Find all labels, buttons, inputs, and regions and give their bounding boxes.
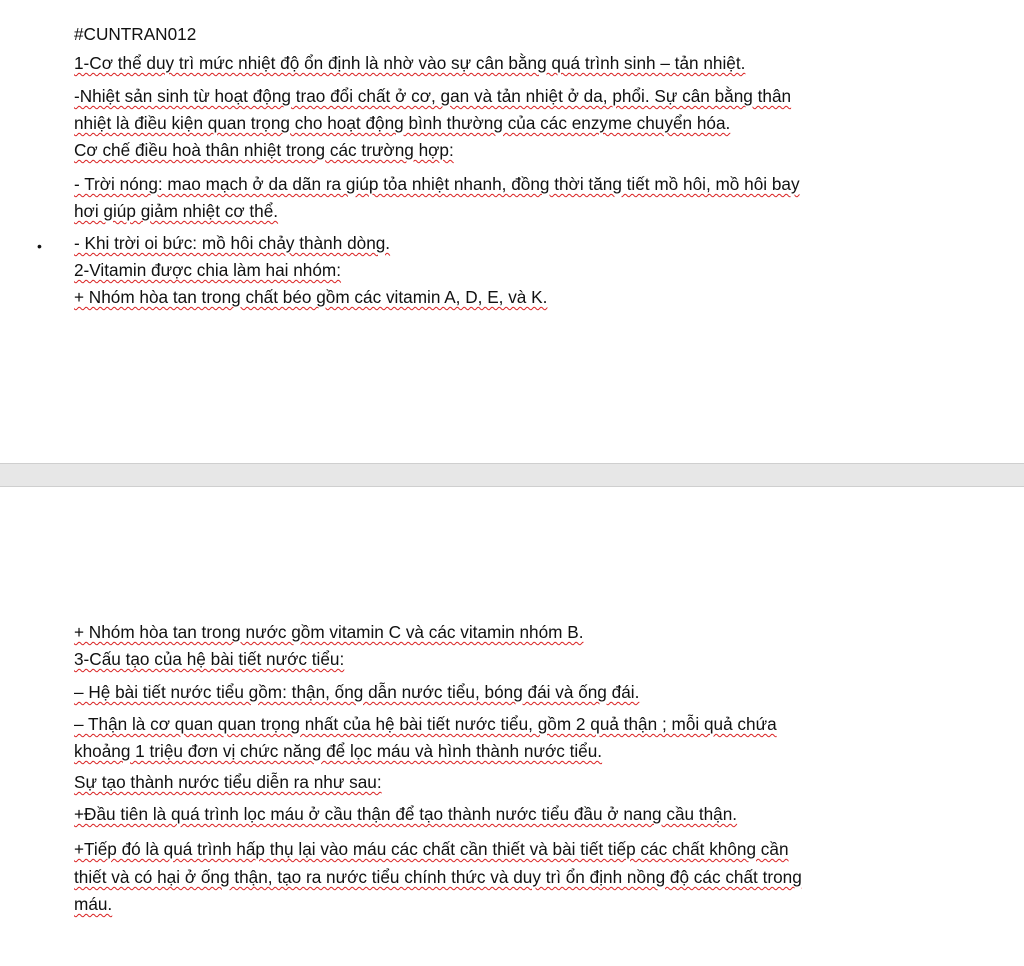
text-line: - Khi trời oi bức: mồ hôi chảy thành dòng. (74, 233, 391, 253)
text-line: +Tiếp đó là quá trình hấp thụ lại vào máu các chất cần thiết và bài tiết tiếp các chất không cần (74, 839, 789, 859)
page-break-gap (0, 463, 1024, 487)
document-title: #CUNTRAN012 (74, 24, 197, 44)
text-line: + Nhóm hòa tan trong nước gồm vitamin C và các vitamin nhóm B. (74, 622, 584, 642)
text-line: nhiệt là điều kiện quan trọng cho hoạt động bình thường của các enzyme chuyển hóa. (74, 113, 731, 133)
text-line: hơi giúp giảm nhiệt cơ thể. (74, 201, 279, 221)
text-line: -Nhiệt sản sinh từ hoạt động trao đổi chất ở cơ, gan và tản nhiệt ở da, phổi. Sự cân bằng thân (74, 86, 792, 106)
text-line: +Đầu tiên là quá trình lọc máu ở cầu thận để tạo thành nước tiểu đầu ở nang cầu thận. (74, 804, 738, 824)
list-bullet: • (37, 238, 42, 254)
text-line: – Thận là cơ quan quan trọng nhất của hệ bài tiết nước tiểu, gồm 2 quả thận ; mỗi quả chứa (74, 714, 777, 734)
text-line: máu. (74, 894, 113, 914)
text-line: 3-Cấu tạo của hệ bài tiết nước tiểu: (74, 649, 345, 669)
text-line: Cơ chế điều hoà thân nhiệt trong các trường hợp: (74, 140, 454, 160)
text-line: 2-Vitamin được chia làm hai nhóm: (74, 260, 342, 280)
document-page-1 (0, 0, 1024, 463)
text-line: - Trời nóng: mao mạch ở da dãn ra giúp tỏa nhiệt nhanh, đồng thời tăng tiết mồ hôi, mồ hôi bay (74, 174, 800, 194)
text-line: + Nhóm hòa tan trong chất béo gồm các vitamin A, D, E, và K. (74, 287, 548, 307)
text-line: 1-Cơ thể duy trì mức nhiệt độ ổn định là nhờ vào sự cân bằng quá trình sinh – tản nhiệt. (74, 53, 746, 73)
text-line: Sự tạo thành nước tiểu diễn ra như sau: (74, 772, 382, 792)
text-line: – Hệ bài tiết nước tiểu gồm: thận, ống dẫn nước tiểu, bóng đái và ống đái. (74, 682, 640, 702)
document-page-2 (0, 487, 1024, 966)
text-line: thiết và có hại ở ống thận, tạo ra nước tiểu chính thức và duy trì ổn định nồng độ các chất trong (74, 867, 802, 887)
text-line: khoảng 1 triệu đơn vị chức năng để lọc máu và hình thành nước tiểu. (74, 741, 603, 761)
